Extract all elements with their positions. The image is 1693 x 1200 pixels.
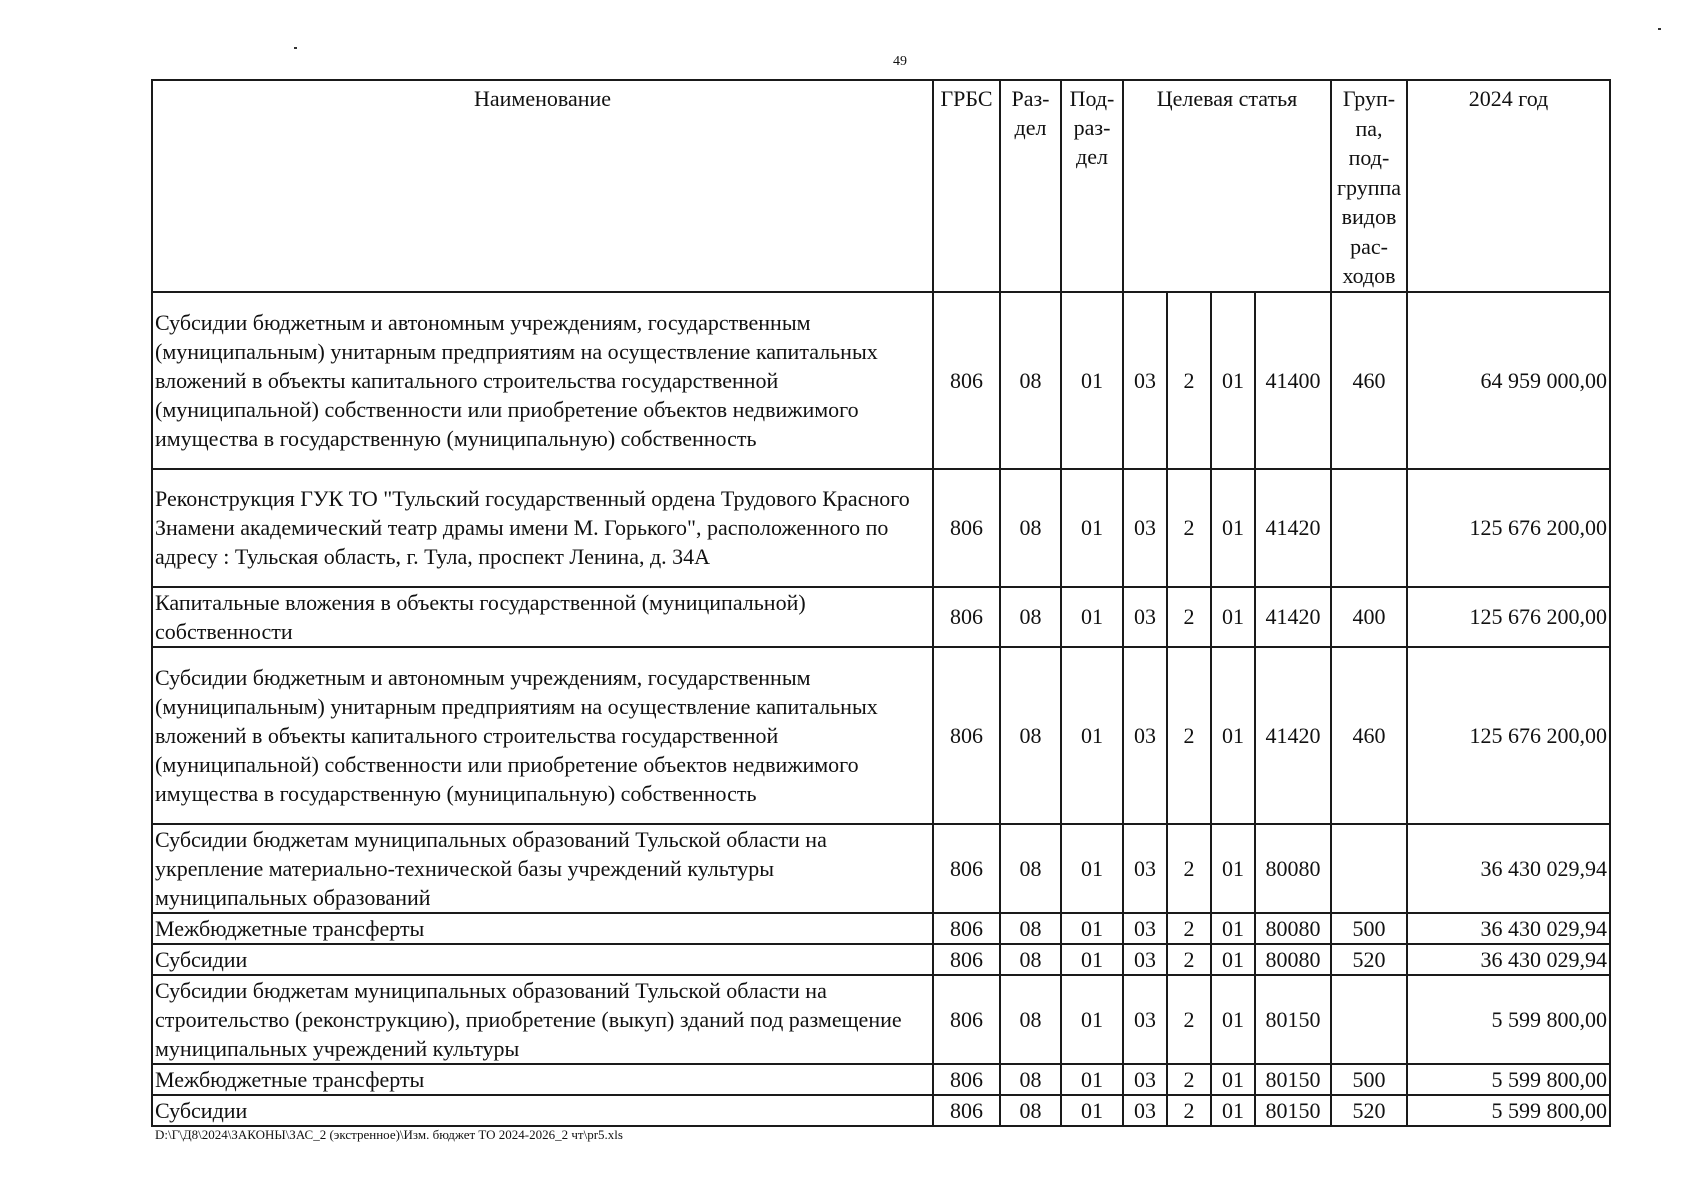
row-podrazdel: 01 xyxy=(1061,587,1123,647)
row-target-direction: 80080 xyxy=(1255,944,1331,975)
row-grbs: 806 xyxy=(933,647,1000,824)
table-row xyxy=(152,944,1610,975)
row-razdel: 08 xyxy=(1000,292,1061,469)
table-row xyxy=(152,1095,1610,1126)
row-name: Реконструкция ГУК ТО "Тульский государственный ордена Трудового Красного Знамени академический театр драмы имени М. Горького", расположенного по адресу : Тульская область, г. Тула, проспект Ленина, д. 34А xyxy=(152,469,933,587)
row-target-program: 03 xyxy=(1123,913,1167,944)
row-amount: 5 599 800,00 xyxy=(1407,1064,1610,1095)
row-grbs: 806 xyxy=(933,913,1000,944)
row-podrazdel: 01 xyxy=(1061,913,1123,944)
row-amount: 64 959 000,00 xyxy=(1407,292,1610,469)
row-grbs: 806 xyxy=(933,975,1000,1064)
row-expense-group: 460 xyxy=(1331,647,1407,824)
row-grbs: 806 xyxy=(933,824,1000,913)
row-target-subprogram: 01 xyxy=(1211,647,1255,824)
row-target-subprogram: 01 xyxy=(1211,587,1255,647)
header-razdel: Раз- дел xyxy=(1000,80,1061,292)
row-expense-group: 500 xyxy=(1331,1064,1407,1095)
row-target-subprogram: 01 xyxy=(1211,944,1255,975)
row-razdel: 08 xyxy=(1000,1064,1061,1095)
row-grbs: 806 xyxy=(933,292,1000,469)
row-target-subprogram: 01 xyxy=(1211,1095,1255,1126)
header-name: Наименование xyxy=(152,80,933,292)
row-name: Субсидии xyxy=(152,944,933,975)
row-target-program: 03 xyxy=(1123,1095,1167,1126)
page-number: 49 xyxy=(893,54,907,69)
row-name: Субсидии бюджетам муниципальных образований Тульской области на строительство (реконструкцию), приобретение (выкуп) зданий под размещение муниципальных учреждений культуры xyxy=(152,975,933,1064)
row-target-direction: 80080 xyxy=(1255,913,1331,944)
row-grbs: 806 xyxy=(933,469,1000,587)
table-row xyxy=(152,913,1610,944)
row-amount: 36 430 029,94 xyxy=(1407,913,1610,944)
header-expense-group: Груп- па, под- группа видов рас- ходов xyxy=(1331,80,1407,292)
row-target-type: 2 xyxy=(1167,913,1211,944)
table-row xyxy=(152,647,1610,824)
row-name: Субсидии бюджетным и автономным учреждениям, государственным (муниципальным) унитарным предприятиям на осуществление капитальных вложений в объекты капитального строительства государственной (муниципальной) собственности или приобретение объектов недвижимого имущества в государственную (муниципальную) собственность xyxy=(152,292,933,469)
row-target-subprogram: 01 xyxy=(1211,469,1255,587)
row-podrazdel: 01 xyxy=(1061,824,1123,913)
row-podrazdel: 01 xyxy=(1061,1095,1123,1126)
row-expense-group: 500 xyxy=(1331,913,1407,944)
row-podrazdel: 01 xyxy=(1061,647,1123,824)
row-expense-group xyxy=(1331,824,1407,913)
row-target-subprogram: 01 xyxy=(1211,1064,1255,1095)
row-amount: 5 599 800,00 xyxy=(1407,1095,1610,1126)
row-target-direction: 80080 xyxy=(1255,824,1331,913)
header-year: 2024 год xyxy=(1407,80,1610,292)
row-target-type: 2 xyxy=(1167,824,1211,913)
row-amount: 125 676 200,00 xyxy=(1407,469,1610,587)
row-expense-group: 400 xyxy=(1331,587,1407,647)
row-name: Субсидии бюджетным и автономным учреждениям, государственным (муниципальным) унитарным предприятиям на осуществление капитальных вложений в объекты капитального строительства государственной (муниципальной) собственности или приобретение объектов недвижимого имущества в государственную (муниципальную) собственность xyxy=(152,647,933,824)
row-razdel: 08 xyxy=(1000,587,1061,647)
row-amount: 125 676 200,00 xyxy=(1407,647,1610,824)
row-amount: 36 430 029,94 xyxy=(1407,944,1610,975)
row-target-direction: 41400 xyxy=(1255,292,1331,469)
row-target-direction: 80150 xyxy=(1255,975,1331,1064)
row-amount: 5 599 800,00 xyxy=(1407,975,1610,1064)
budget-table xyxy=(151,79,1611,1127)
row-target-direction: 41420 xyxy=(1255,469,1331,587)
row-grbs: 806 xyxy=(933,944,1000,975)
row-expense-group: 520 xyxy=(1331,944,1407,975)
table-row xyxy=(152,975,1610,1064)
row-target-direction: 80150 xyxy=(1255,1095,1331,1126)
table-row xyxy=(152,1064,1610,1095)
header-podrazdel: Под- раз- дел xyxy=(1061,80,1123,292)
row-name: Капитальные вложения в объекты государственной (муниципальной) собственности xyxy=(152,587,933,647)
row-target-direction: 41420 xyxy=(1255,647,1331,824)
row-target-type: 2 xyxy=(1167,1095,1211,1126)
row-target-type: 2 xyxy=(1167,469,1211,587)
table-row xyxy=(152,824,1610,913)
row-target-program: 03 xyxy=(1123,1064,1167,1095)
row-expense-group: 460 xyxy=(1331,292,1407,469)
row-expense-group xyxy=(1331,975,1407,1064)
row-name: Межбюджетные трансферты xyxy=(152,1064,933,1095)
row-podrazdel: 01 xyxy=(1061,469,1123,587)
row-target-program: 03 xyxy=(1123,824,1167,913)
row-razdel: 08 xyxy=(1000,1095,1061,1126)
row-target-type: 2 xyxy=(1167,975,1211,1064)
row-expense-group: 520 xyxy=(1331,1095,1407,1126)
row-podrazdel: 01 xyxy=(1061,975,1123,1064)
row-podrazdel: 01 xyxy=(1061,1064,1123,1095)
table-body xyxy=(152,292,1610,1126)
row-target-subprogram: 01 xyxy=(1211,913,1255,944)
row-razdel: 08 xyxy=(1000,824,1061,913)
row-target-type: 2 xyxy=(1167,647,1211,824)
row-name: Субсидии xyxy=(152,1095,933,1126)
row-name: Межбюджетные трансферты xyxy=(152,913,933,944)
row-podrazdel: 01 xyxy=(1061,944,1123,975)
table-row xyxy=(152,292,1610,469)
row-target-program: 03 xyxy=(1123,975,1167,1064)
row-razdel: 08 xyxy=(1000,975,1061,1064)
row-target-type: 2 xyxy=(1167,587,1211,647)
row-target-program: 03 xyxy=(1123,587,1167,647)
row-grbs: 806 xyxy=(933,1064,1000,1095)
row-target-program: 03 xyxy=(1123,292,1167,469)
row-target-type: 2 xyxy=(1167,1064,1211,1095)
file-path: D:\Г\Д8\2024\ЗАКОНЫ\ЗАС_2 (экстренное)\Изм. бюджет ТО 2024-2026_2 чт\pr5.xls xyxy=(155,1127,623,1142)
row-target-program: 03 xyxy=(1123,469,1167,587)
row-razdel: 08 xyxy=(1000,913,1061,944)
scan-artifact xyxy=(294,47,297,49)
row-target-program: 03 xyxy=(1123,944,1167,975)
row-podrazdel: 01 xyxy=(1061,292,1123,469)
header-grbs: ГРБС xyxy=(933,80,1000,292)
row-grbs: 806 xyxy=(933,1095,1000,1126)
row-target-subprogram: 01 xyxy=(1211,824,1255,913)
row-razdel: 08 xyxy=(1000,647,1061,824)
table-row xyxy=(152,469,1610,587)
row-target-type: 2 xyxy=(1167,944,1211,975)
row-name: Субсидии бюджетам муниципальных образований Тульской области на укрепление материально-технической базы учреждений культуры муниципальных образований xyxy=(152,824,933,913)
row-target-type: 2 xyxy=(1167,292,1211,469)
row-grbs: 806 xyxy=(933,587,1000,647)
row-amount: 36 430 029,94 xyxy=(1407,824,1610,913)
header-target-article: Целевая статья xyxy=(1123,80,1331,292)
row-target-direction: 41420 xyxy=(1255,587,1331,647)
row-amount: 125 676 200,00 xyxy=(1407,587,1610,647)
scan-artifact xyxy=(1658,28,1661,30)
row-razdel: 08 xyxy=(1000,469,1061,587)
row-target-program: 03 xyxy=(1123,647,1167,824)
table-row xyxy=(152,587,1610,647)
row-target-subprogram: 01 xyxy=(1211,975,1255,1064)
row-target-direction: 80150 xyxy=(1255,1064,1331,1095)
row-expense-group xyxy=(1331,469,1407,587)
header-row xyxy=(152,80,1610,292)
row-razdel: 08 xyxy=(1000,944,1061,975)
row-target-subprogram: 01 xyxy=(1211,292,1255,469)
